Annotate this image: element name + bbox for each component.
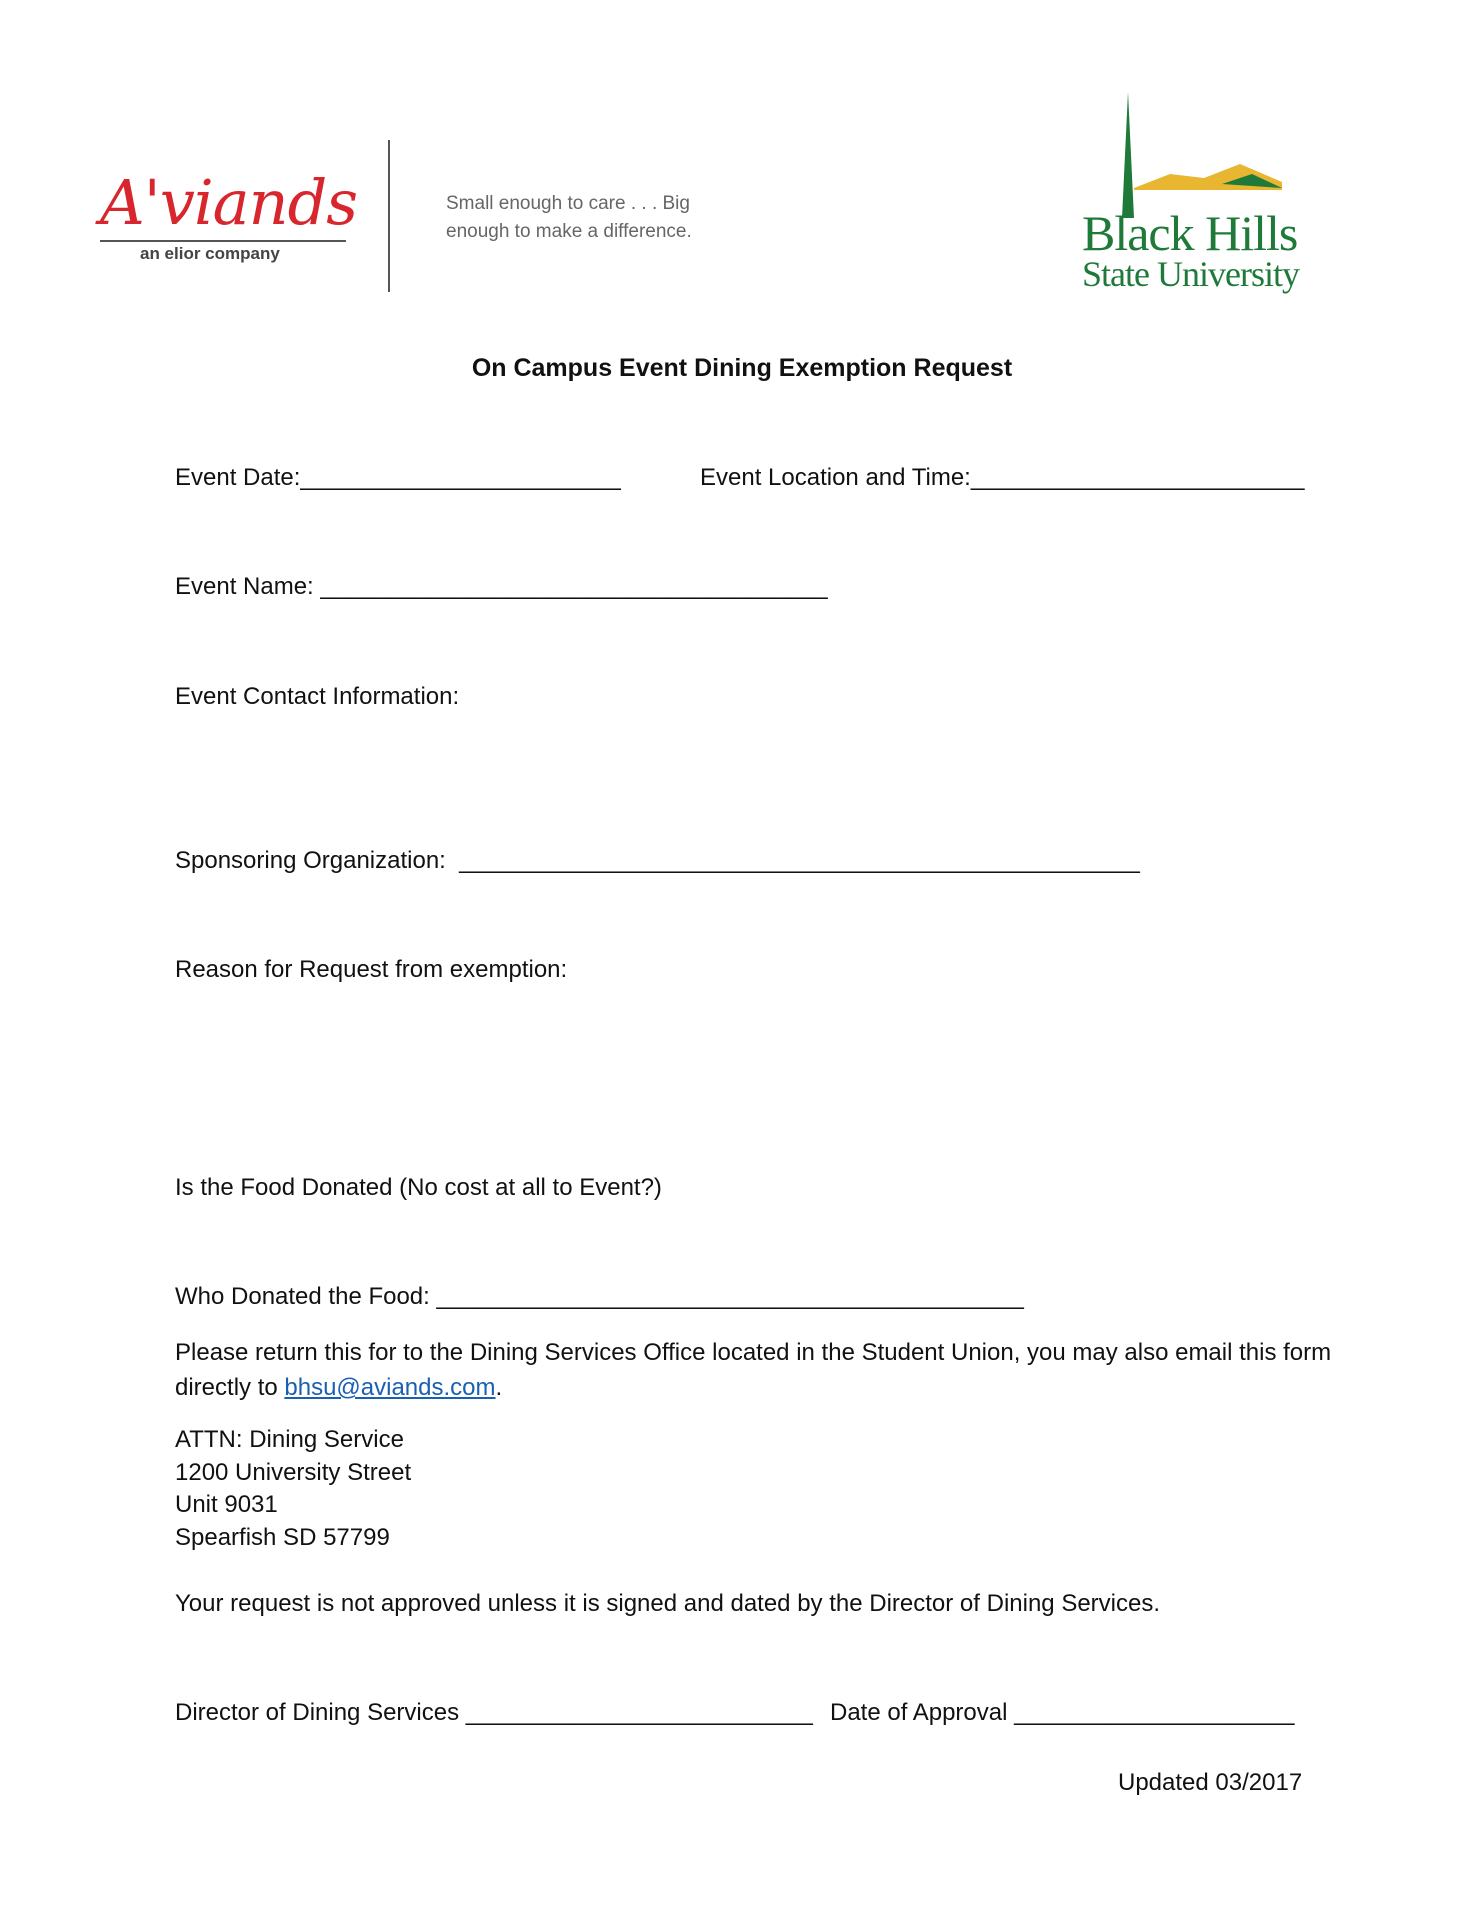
aviands-wordmark: A'viands <box>100 166 358 239</box>
mailing-address <box>175 1424 411 1554</box>
instructions-text: Please return this for to the Dining Services Office located in the Student Union, you may also email this form directly to <box>175 1339 1332 1401</box>
address-line-2: 1200 University Street <box>175 1458 412 1486</box>
sponsoring-organization-field[interactable]: Sponsoring Organization: ___________________________________________________ <box>175 847 1140 874</box>
director-signature-field[interactable]: Director of Dining Services __________________________ <box>175 1699 813 1726</box>
aviands-subtitle: an elior company <box>140 244 280 263</box>
date-of-approval-field[interactable]: Date of Approval _____________________ <box>830 1699 1295 1726</box>
approval-note: Your request is not approved unless it is signed and dated by the Director of Dining Services. <box>175 1590 1161 1617</box>
event-name-field[interactable]: Event Name: ______________________________________ <box>175 573 828 600</box>
food-donated-question: Is the Food Donated (No cost at all to Event?) <box>175 1174 662 1201</box>
address-line-1: ATTN: Dining Service <box>175 1426 404 1453</box>
instructions-end: . <box>495 1374 503 1401</box>
header-divider <box>388 140 390 292</box>
bhsu-name-line-1: Black Hills <box>1082 205 1298 261</box>
event-contact-label: Event Contact Information: <box>175 683 460 710</box>
bhsu-logo <box>1082 92 1312 302</box>
tagline <box>446 190 726 246</box>
address-line-4: Spearfish SD 57799 <box>175 1523 390 1551</box>
page-title: On Campus Event Dining Exemption Request <box>471 354 1013 382</box>
bhsu-name-line-2: State University <box>1082 254 1299 294</box>
email-link[interactable]: bhsu@aviands.com <box>284 1374 496 1401</box>
event-date-field[interactable]: Event Date:________________________ <box>175 464 621 491</box>
address-line-3: Unit 9031 <box>175 1491 278 1518</box>
tagline-line-2: enough to make a difference. <box>446 221 692 242</box>
return-instructions <box>175 1335 1355 1405</box>
updated-date: Updated 03/2017 <box>1118 1769 1303 1796</box>
reason-label: Reason for Request from exemption: <box>175 956 568 983</box>
aviands-logo-rule <box>100 240 346 242</box>
bhsu-spire-mountains-icon <box>1082 92 1312 222</box>
tagline-line-1: Small enough to care . . . Big <box>446 193 690 214</box>
aviands-logo <box>100 166 360 272</box>
who-donated-field[interactable]: Who Donated the Food: ____________________________________________ <box>175 1283 1024 1310</box>
event-location-time-field[interactable]: Event Location and Time:_________________________ <box>700 464 1305 491</box>
